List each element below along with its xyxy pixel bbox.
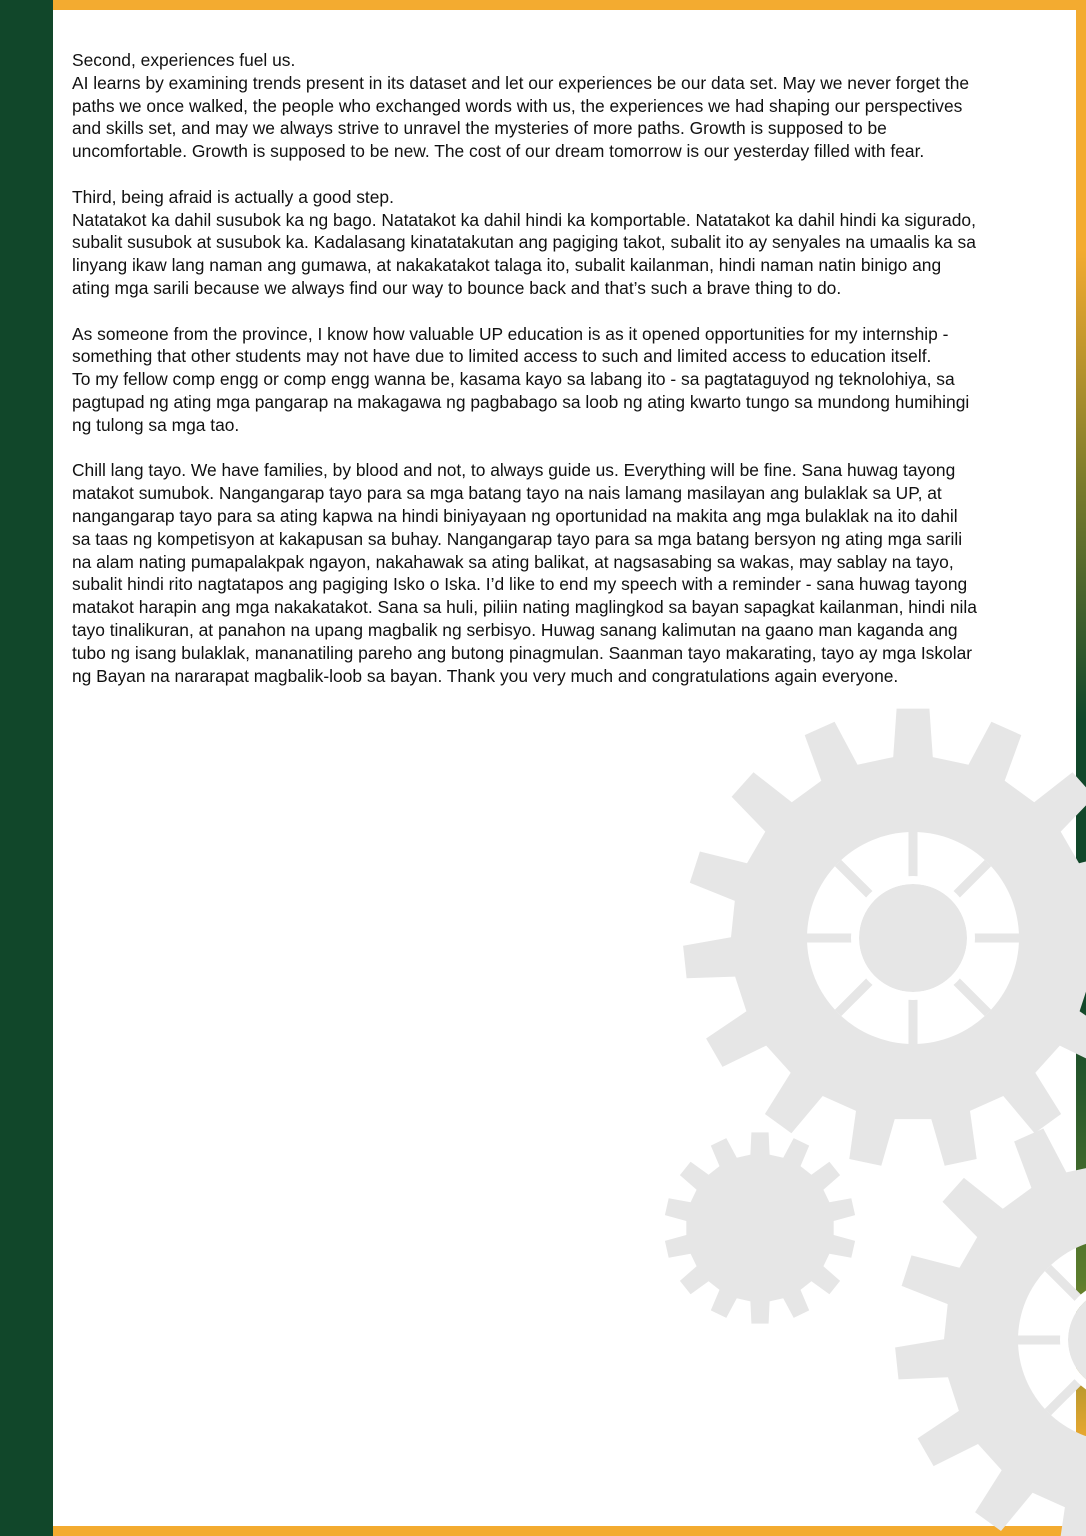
text-line: tubo ng isang bulaklak, mananatiling pareho ang butong pinagmulan. Saanman tayo makarating, tayo ay mga Iskolar [72,642,973,663]
text-line: pagtupad ng ating mga pangarap na makagawa ng pagbabago sa loob ng ating kwarto tungo sa mundong humihingi [72,391,970,412]
text-line: matakot harapin ang mga nakakatakot. Sana sa huli, piliin nating maglingkod sa bayan sapagkat kailanman, hindi nila [72,597,977,618]
text-line: subalit hindi rito nagtatapos ang pagiging Isko o Iska. I’d like to end my speech with a reminder - sana huwag tayong [72,574,968,595]
paragraph [72,49,1068,163]
text-line: As someone from the province, I know how valuable UP education is as it opened opportunities for my internship - [72,323,949,344]
text-line: ng tulong sa mga tao. [72,414,240,435]
text-line: ng Bayan na nararapat magbalik-loob sa bayan. Thank you very much and congratulations again everyone. [72,665,899,686]
paragraph [72,323,1068,437]
text-line: Third, being afraid is actually a good step. [72,186,394,207]
paragraph [72,186,1068,300]
text-line: nangangarap tayo para sa ating kapwa na hindi biniyayaan ng oportunidad na makita ang mga bulaklak na ito dahil [72,505,958,526]
text-line: paths we once walked, the people who exchanged words with us, the experiences we had shaping our perspectives [72,95,963,116]
gear-shape [665,1132,855,1323]
speech-text [72,49,1068,710]
text-line: matakot sumubok. Nangangarap tayo para sa mga batang tayo na nais lamang masilayan ang bulaklak sa UP, at [72,483,942,504]
text-line: AI learns by examining trends present in its dataset and let our experiences be our data set. May we never forget the [72,72,970,93]
text-line: ating mga sarili because we always find our way to bounce back and that’s such a brave thing to do. [72,277,842,298]
text-line: linyang ikaw lang naman ang gumawa, at nakakatakot talaga ito, subalit kailanman, hindi naman natin binigo ang [72,255,942,276]
text-line: Second, experiences fuel us. [72,50,296,70]
text-line: sa taas ng kompetisyon at kakapusan sa buhay. Nangangarap tayo para sa mga batang bersyon ng ating mga sarili [72,528,963,549]
gear-shape [895,1116,1086,1536]
text-line: uncomfortable. Growth is supposed to be new. The cost of our dream tomorrow is our yesterday filled with fear. [72,141,925,162]
text-line: Chill lang tayo. We have families, by blood and not, to always guide us. Everything will be fine. Sana huwag tayong [72,460,956,481]
text-line: To my fellow comp engg or comp engg wanna be, kasama kayo sa labang ito - sa pagtataguyod ng teknolohiya, sa [72,369,955,390]
text-line: and skills set, and may we always strive to unravel the mysteries of more paths. Growth is supposed to be [72,118,887,139]
text-line: something that other students may not have due to limited access to such and limited access to education itself. [72,346,932,367]
text-line: na alam nating pumapalakpak ngayon, nakahawak sa ating balikat, at nagsasabing sa wakas, may sablay na tayo, [72,551,954,572]
gear-icon [683,709,1086,1166]
gear-icon [665,1132,855,1323]
text-line: subalit susubok at susubok ka. Kadalasang kinatatakutan ang pagiging takot, subalit ito ay senyales na umaalis ka sa [72,232,976,253]
text-line: Natatakot ka dahil susubok ka ng bago. Natatakot ka dahil hindi ka komportable. Natatakot ka dahil hindi ka sigurado, [72,209,976,230]
text-line: tayo tinalikuran, at panahon na upang magbalik ng serbisyo. Huwag sanang kalimutan na gaano man kaganda ang [72,619,958,640]
gear-hub [859,884,967,992]
paragraph [72,459,1068,687]
gear-icon [895,1116,1086,1536]
